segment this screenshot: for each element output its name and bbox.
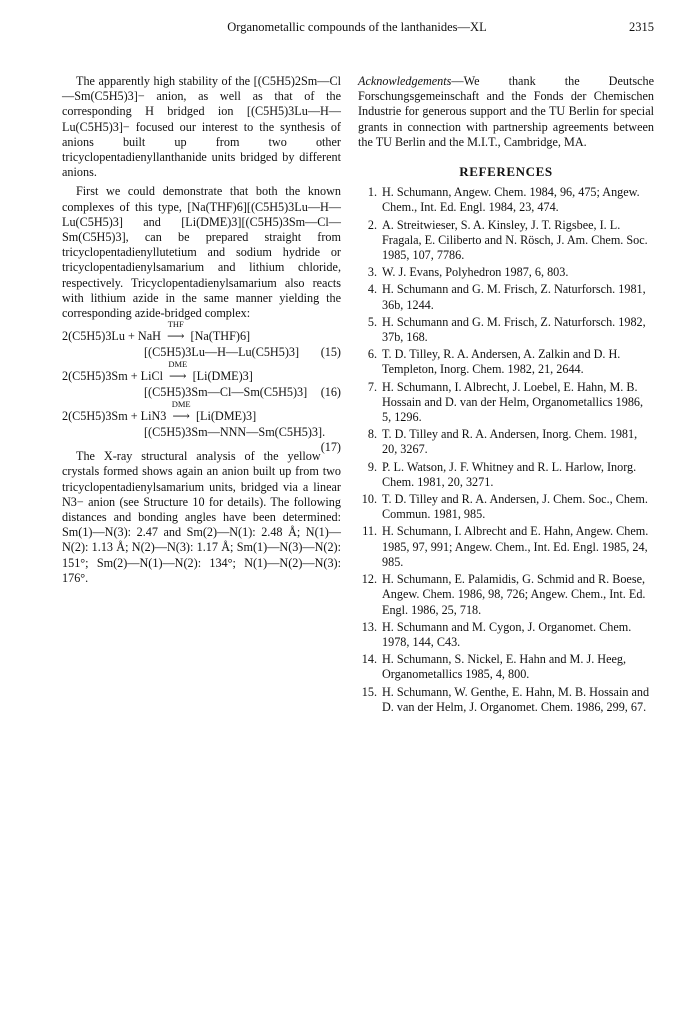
page-header — [60, 20, 654, 38]
references-heading: REFERENCES — [459, 164, 553, 180]
reference-text: A. Streitwieser, S. A. Kinsley, J. T. Rigsbee, I. L. Fragala, E. Ciliberto and N. Rösch, J. Am. Chem. Soc. 1985, 107, 7786. — [382, 217, 648, 263]
reference-number: 3. — [367, 265, 377, 280]
equation-16 — [62, 359, 341, 401]
equation-16-lhs: 2(C5H5)3Sm + LiCl — [62, 369, 163, 384]
equation-16-number: (16) — [320, 385, 341, 400]
reference-text: H. Schumann, I. Albrecht and E. Hahn, Angew. Chem. 1985, 97, 991; Angew. Chem., Int. Ed. Engl. 1985, 24, 985. — [382, 524, 649, 569]
reference-text: T. D. Tilley, R. A. Andersen, A. Zalkin and D. H. Templeton, Inorg. Chem. 1982, 21, 2644. — [382, 347, 621, 377]
equation-17 — [62, 399, 341, 455]
reference-number: 4. — [367, 282, 377, 297]
reference-item — [358, 380, 654, 426]
reference-item — [358, 218, 654, 264]
reference-item — [358, 185, 654, 215]
reference-text: H. Schumann, W. Genthe, E. Hahn, M. B. Hossain and D. van der Helm, J. Organomet. Chem. 1986, 299, 67. — [382, 684, 650, 714]
intro-paragraph: The apparently high stability of the [(C5H5)2Sm—Cl—Sm(C5H5)3]− anion, as well as that of the corresponding H bridged ion [(C5H5)3Lu—H—Lu(C5H5)3]− focused our interest to the synthesis of anions built up from two other tricyclopentadienyllanthanide units bridged by different anions. — [62, 74, 341, 180]
reference-item — [358, 620, 654, 650]
equation-15-rhs: [Na(THF)6] — [190, 329, 251, 344]
reference-text: T. D. Tilley and R. A. Andersen, Inorg. Chem. 1981, 20, 3267. — [382, 427, 638, 457]
right-column — [358, 74, 654, 717]
reference-item — [358, 652, 654, 682]
equation-16-product: [(C5H5)3Sm—Cl—Sm(C5H5)3] — [144, 385, 308, 400]
reference-item — [358, 572, 654, 618]
reference-number: 5. — [367, 314, 377, 329]
reference-number: 7. — [367, 379, 377, 394]
reaction-arrow: DME ⟶ — [166, 369, 189, 384]
reference-number: 6. — [367, 347, 377, 362]
equation-16-solvent: DME — [168, 359, 188, 370]
acknowledgements-label: Acknowledgements — [358, 74, 452, 88]
reference-item — [358, 347, 654, 377]
equation-15-solvent: THF — [167, 319, 184, 330]
reference-number: 15. — [361, 684, 377, 699]
reference-item — [358, 315, 654, 345]
reference-number: 12. — [361, 572, 377, 587]
reference-number: 8. — [367, 427, 377, 442]
reference-text: H. Schumann, Angew. Chem. 1984, 96, 475; Angew. Chem., Int. Ed. Engl. 1984, 23, 474. — [382, 185, 640, 215]
equation-17-lhs: 2(C5H5)3Sm + LiN3 — [62, 409, 167, 424]
equation-17-product: [(C5H5)3Sm—NNN—Sm(C5H5)3]. — [144, 425, 326, 440]
reference-text: T. D. Tilley and R. A. Andersen, J. Chem. Soc., Chem. Commun. 1981, 985. — [382, 492, 648, 522]
reference-item — [358, 492, 654, 522]
reference-item — [358, 282, 654, 312]
reaction-arrow: DME ⟶ — [169, 409, 192, 424]
page-number: 2315 — [629, 20, 654, 34]
reference-item — [358, 685, 654, 715]
reference-text: H. Schumann and G. M. Frisch, Z. Naturforsch. 1982, 37b, 168. — [382, 314, 646, 345]
reference-text: P. L. Watson, J. F. Whitney and R. L. Harlow, Inorg. Chem. 1981, 20, 3271. — [382, 459, 637, 489]
reference-item — [358, 427, 654, 457]
reference-number: 9. — [367, 459, 377, 474]
reference-number: 13. — [361, 619, 377, 634]
reference-text: H. Schumann and G. M. Frisch, Z. Naturforsch. 1981, 36b, 1244. — [382, 282, 646, 312]
references-list — [358, 185, 654, 715]
reference-item — [358, 460, 654, 490]
equation-17-number: (17) — [320, 440, 341, 455]
reference-number: 11. — [362, 524, 377, 539]
reference-number: 1. — [367, 185, 377, 200]
reference-item — [358, 524, 654, 570]
equation-17-solvent: DME — [171, 399, 191, 410]
reference-text: H. Schumann, S. Nickel, E. Hahn and M. J. Heeg, Organometallics 1985, 4, 800. — [382, 652, 627, 682]
xray-paragraph: The X-ray structural analysis of the yellow crystals formed shows again an anion built up from two tricyclopentadienylsamarium units, bridged via a linear N3− anion (see Structure 10 for details). The following distances and bonding angles have been determined: Sm(1)—N(3): 2.47 and Sm(2)—N(1): 2.48 Å; N(1)—N(2): 1.13 Å; N(2)—N(3): 1.17 Å; Sm(1)—N(3)—N(2): 151°; Sm(2)—N(1)—N(2): 134°; N(1)—N(2)—N(3): 176°. — [62, 449, 341, 585]
synthesis-paragraph: First we could demonstrate that both the known complexes of this type, [Na(THF)6][(C5H5)3Lu—H—Lu(C5H5)3] and [Li(DME)3][(C5H5)3Sm—Cl—Sm(C5H5)3], can be prepared straight from tricyclopentadienyllutetium and sodium hydride or tricyclopentadienylsamarium and lithium chloride, respectively. Tricyclopentadienylsamarium also reacts with lithium azide in the same manner yielding the corresponding azide-bridged complex: — [62, 184, 341, 321]
reference-number: 14. — [361, 652, 377, 667]
equation-17-rhs: [Li(DME)3] — [195, 409, 257, 424]
equation-15-lhs: 2(C5H5)3Lu + NaH — [62, 329, 161, 344]
reaction-arrow: THF ⟶ — [164, 329, 187, 344]
equation-15 — [62, 319, 341, 361]
equation-15-number: (15) — [320, 345, 341, 360]
reference-text: W. J. Evans, Polyhedron 1987, 6, 803. — [382, 265, 569, 280]
reference-text: H. Schumann, I. Albrecht, J. Loebel, E. Hahn, M. B. Hossain and D. van der Helm, Organometallics 1986, 5, 1296. — [382, 379, 644, 425]
reference-item — [358, 265, 654, 280]
equation-16-rhs: [Li(DME)3] — [192, 369, 253, 384]
reference-number: 2. — [367, 217, 377, 232]
reference-text: H. Schumann, E. Palamidis, G. Schmid and R. Boese, Angew. Chem. 1986, 98, 726; Angew. Chem., Int. Ed. Engl. 1986, 25, 718. — [382, 572, 646, 617]
acknowledgements-text: —We thank the Deutsche Forschungsgemeinschaft and the Fonds der Chemischen Industrie for generous support and the TU Berlin for special grants in connection with partnership agreements between the TU Berlin and the M.I.T., Cambridge, MA. — [358, 74, 654, 149]
equation-15-product: [(C5H5)3Lu—H—Lu(C5H5)3] — [144, 345, 300, 360]
acknowledgements — [358, 74, 654, 150]
left-column — [62, 74, 341, 590]
reference-number: 10. — [361, 492, 377, 507]
running-title: Organometallic compounds of the lanthanides—XL — [227, 20, 487, 34]
reference-text: H. Schumann and M. Cygon, J. Organomet. Chem. 1978, 144, C43. — [382, 619, 632, 649]
